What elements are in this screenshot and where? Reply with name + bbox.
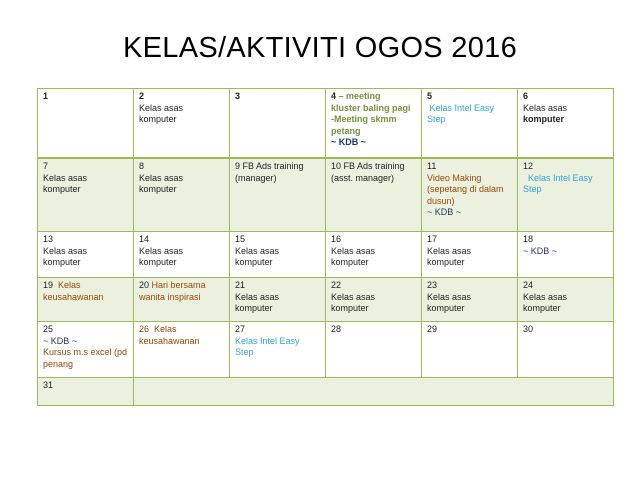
day-number: 21 xyxy=(235,280,246,291)
day-cell-15 xyxy=(230,232,326,278)
event-text: komputer xyxy=(43,184,81,195)
kdb-note: ~ KDB ~ xyxy=(523,245,558,256)
day-cell-18 xyxy=(518,232,614,278)
day-number: 6 xyxy=(523,91,529,101)
event-text: -Meeting skmm xyxy=(331,114,397,124)
event-text: Kelas asas xyxy=(139,102,184,113)
day-cell-5 xyxy=(422,89,518,159)
day-number: 3 xyxy=(235,91,241,101)
event-text: dusun) xyxy=(427,195,455,206)
calendar-row-3 xyxy=(38,232,614,278)
day-number: 15 xyxy=(235,234,246,245)
day-number: 22 xyxy=(331,280,342,291)
calendar-row-2 xyxy=(38,158,614,232)
day-cell-1 xyxy=(38,89,134,159)
event-text: Kelas asas xyxy=(523,102,568,113)
day-number: 28 xyxy=(331,324,342,335)
day-number: 24 xyxy=(523,280,534,291)
day-number: 26 xyxy=(139,324,150,335)
empty-cell xyxy=(134,378,614,406)
day-number: 5 xyxy=(427,91,433,101)
event-text: wanita inspirasi xyxy=(139,291,201,302)
event-text: (asst. manager) xyxy=(331,172,395,183)
day-number: 4 xyxy=(331,91,337,101)
day-cell-19 xyxy=(38,278,134,322)
day-cell-25 xyxy=(38,322,134,378)
event-text: Kelas Intel Easy xyxy=(427,102,495,113)
event-text: Kelas Intel Easy xyxy=(235,335,300,346)
event-text: petang xyxy=(331,125,361,136)
kdb-note: ~ KDB ~ xyxy=(43,335,78,346)
day-number: 11 xyxy=(427,161,437,172)
event-text: kluster baling pagi xyxy=(331,102,411,113)
day-cell-4 xyxy=(326,89,422,159)
event-text: Kelas asas xyxy=(427,291,472,302)
event-text: Kelas asas xyxy=(235,245,280,256)
event-text: Kelas asas xyxy=(235,291,280,302)
event-text: Kelas asas xyxy=(43,172,88,183)
day-cell-7 xyxy=(38,158,134,232)
event-text: komputer xyxy=(331,303,369,314)
day-number: 19 xyxy=(43,280,54,291)
day-number: 29 xyxy=(427,324,438,335)
event-text: keusahawanan xyxy=(43,291,104,302)
day-cell-13 xyxy=(38,232,134,278)
event-text: komputer xyxy=(523,114,565,124)
event-text: komputer xyxy=(523,303,561,314)
day-cell-12 xyxy=(518,158,614,232)
day-number: 20 xyxy=(139,280,150,291)
event-text: Kelas asas xyxy=(427,245,472,256)
day-cell-17 xyxy=(422,232,518,278)
day-cell-9 xyxy=(230,158,326,232)
event-text: komputer xyxy=(139,114,177,124)
day-cell-21 xyxy=(230,278,326,322)
day-number: 8 xyxy=(139,161,145,172)
day-number: 30 xyxy=(523,324,534,335)
event-text: Step xyxy=(235,347,254,358)
event-text: Step xyxy=(427,114,446,124)
event-text: Kelas xyxy=(53,280,81,291)
event-text: Step xyxy=(523,184,542,195)
day-number: 9 xyxy=(235,161,241,172)
day-number: 23 xyxy=(427,280,438,291)
event-text: meeting xyxy=(346,91,381,101)
day-cell-28 xyxy=(326,322,422,378)
day-cell-6 xyxy=(518,89,614,159)
day-cell-30 xyxy=(518,322,614,378)
day-number: 13 xyxy=(43,234,54,245)
event-text: komputer xyxy=(139,257,177,268)
event-text: Kelas asas xyxy=(523,291,568,302)
day-cell-22 xyxy=(326,278,422,322)
event-text: keusahawanan xyxy=(139,335,200,346)
calendar-row-4 xyxy=(38,278,614,322)
day-cell-8 xyxy=(134,158,230,232)
event-text: Video Making xyxy=(427,172,482,183)
event-text: komputer xyxy=(235,303,273,314)
day-number: 18 xyxy=(523,234,534,245)
event-text: Kelas xyxy=(149,324,177,335)
day-cell-23 xyxy=(422,278,518,322)
event-text: Kelas asas xyxy=(139,172,184,183)
day-number: 12 xyxy=(523,161,534,172)
day-number: 2 xyxy=(139,91,145,101)
day-cell-20 xyxy=(134,278,230,322)
day-number: 1 xyxy=(43,91,49,101)
event-text: komputer xyxy=(331,257,369,268)
event-text: Kelas asas xyxy=(331,245,376,256)
day-cell-10 xyxy=(326,158,422,232)
day-cell-3 xyxy=(230,89,326,159)
event-text: Kelas asas xyxy=(43,245,88,256)
day-number: 16 xyxy=(331,234,342,245)
event-text: komputer xyxy=(139,184,177,195)
day-number: 10 xyxy=(331,161,342,172)
event-text: Kelas Intel Easy xyxy=(523,172,593,183)
event-text: Kelas asas xyxy=(331,291,376,302)
kdb-note: ~ KDB ~ xyxy=(427,207,462,218)
day-number: 25 xyxy=(43,324,54,335)
day-cell-16 xyxy=(326,232,422,278)
day-cell-11 xyxy=(422,158,518,232)
day-number: 7 xyxy=(43,161,49,172)
event-separator: – xyxy=(336,91,347,101)
event-text: Kursus m.s excel (pd xyxy=(43,347,128,358)
calendar-row-1 xyxy=(38,89,614,159)
event-text: komputer xyxy=(427,257,465,268)
day-cell-29 xyxy=(422,322,518,378)
day-number: 17 xyxy=(427,234,438,245)
calendar-table xyxy=(37,88,614,406)
day-cell-14 xyxy=(134,232,230,278)
day-cell-2 xyxy=(134,89,230,159)
day-cell-26 xyxy=(134,322,230,378)
day-cell-27 xyxy=(230,322,326,378)
page-title: KELAS/AKTIVITI OGOS 2016 xyxy=(122,32,518,64)
kdb-note: ~ KDB ~ xyxy=(331,137,367,147)
event-text: komputer xyxy=(43,257,81,268)
event-text: FB Ads training xyxy=(341,161,405,172)
day-number: 31 xyxy=(43,380,54,391)
event-text: Hari bersama xyxy=(149,280,206,291)
event-text: komputer xyxy=(427,303,465,314)
day-number: 27 xyxy=(235,324,246,335)
day-cell-24 xyxy=(518,278,614,322)
event-text: Kelas asas xyxy=(139,245,184,256)
event-text: penang xyxy=(43,358,74,369)
event-text: (sepetang di dalam xyxy=(427,184,504,195)
event-text: (manager) xyxy=(235,172,277,183)
day-number: 14 xyxy=(139,234,150,245)
event-text: komputer xyxy=(235,257,273,268)
calendar-row-6 xyxy=(38,378,614,406)
event-text: FB Ads training xyxy=(240,161,304,172)
day-cell-31 xyxy=(38,378,134,406)
calendar-row-5 xyxy=(38,322,614,378)
